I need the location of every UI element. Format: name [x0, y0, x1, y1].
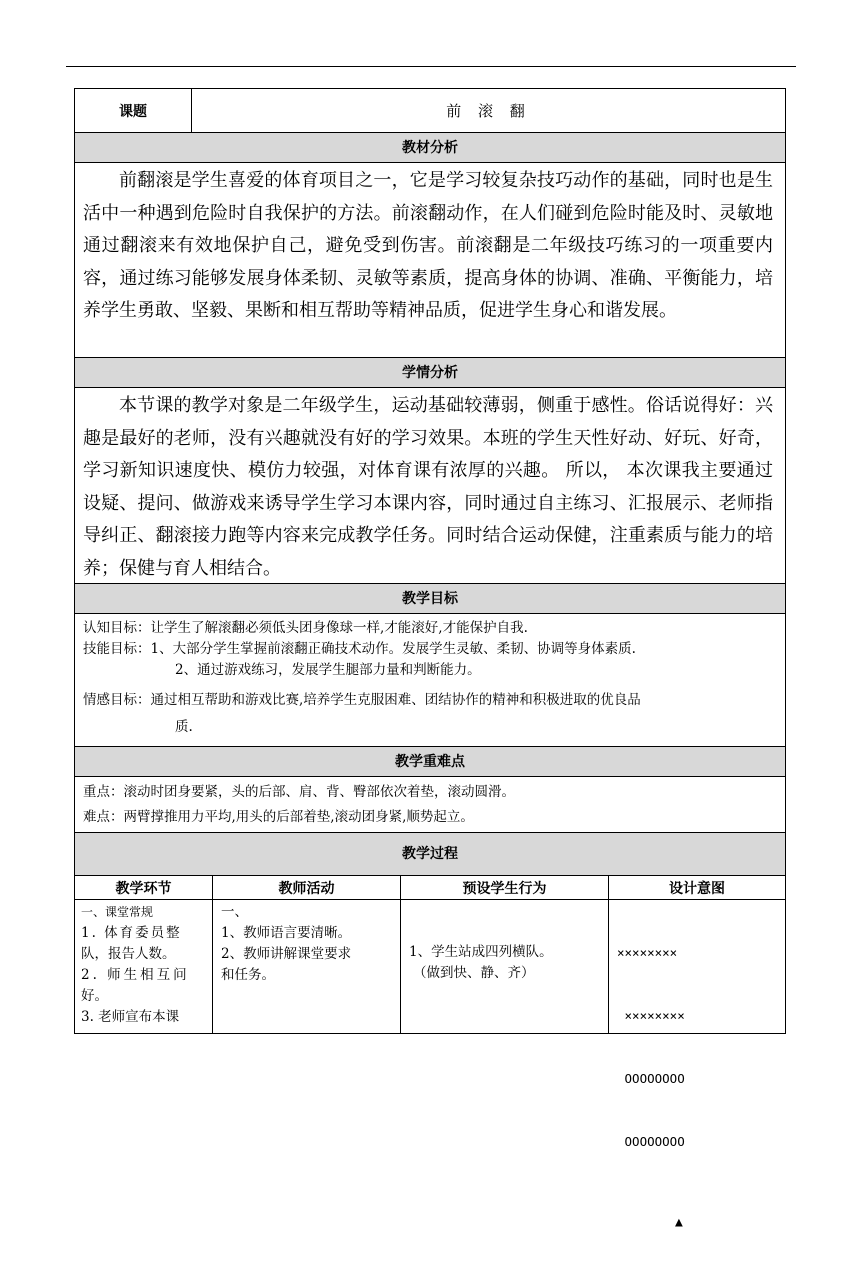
formation-row: OOOOOOOO [617, 1071, 685, 1086]
cell-line: 好。 [81, 988, 108, 1004]
teacher-activity-cell [213, 900, 401, 1033]
process-heading: 教学过程 [74, 833, 786, 876]
lesson-plan-table [74, 88, 786, 1230]
goal-skill-2: 2、通过游戏练习，发展学生腿部力量和判断能力。 [175, 662, 481, 678]
formation-row: OOOOOOOO [617, 1134, 685, 1149]
topic-value: 前 滚 翻 [446, 102, 531, 120]
cell-line: 和任务。 [221, 967, 275, 983]
goal-emotion-2: 质. [175, 719, 193, 735]
column-header: 设计意图 [669, 880, 725, 897]
column-header: 教学环节 [75, 876, 213, 899]
formation-row: ×××××××× [617, 1008, 685, 1023]
cell-line: 2. 师生相互问 [81, 967, 190, 983]
process-column-headers [74, 876, 786, 900]
analysis-heading: 教材分析 [74, 133, 786, 163]
key-point: 重点：滚动时团身要紧，头的后部、肩、背、臀部依次着垫，滚动圆滑。 [83, 784, 515, 800]
cell-line: 一、课堂常规 [81, 905, 154, 919]
header-rule [66, 66, 796, 67]
cell-line: 1. 体育委员整 [81, 925, 182, 941]
cell-line: 2、教师讲解课堂要求 [221, 946, 352, 962]
students-heading: 学情分析 [74, 358, 786, 388]
cell-line: 1、教师语言要清晰。 [221, 925, 352, 941]
student-behavior-cell [401, 900, 609, 1033]
difficult-point: 难点：两臂撑推用力平均,用头的后部着垫,滚动团身紧,顺势起立。 [83, 809, 474, 825]
students-text: 本节课的教学对象是二年级学生，运动基础较薄弱，侧重于感性。俗话说得好：兴趣是最好的老师，没有兴趣就没有好的学习效果。本班的学生天性好动、好玩、好奇，学习新知识速度快、模仿力较强，对体育课有浓厚的兴趣。 所以， 本次课我主要通过设疑、提问、做游戏来诱导学生学习本课内容，同时通过自主练习、汇报展示、老师指导纠正、翻滚接力跑等内容来完成教学任务。同时结合运动保健，注重素质与能力的培养；保健与育人相结合。 [74, 388, 786, 584]
cell-line: 3. 老师宣布本课 [81, 1009, 180, 1025]
keypoints-body [74, 777, 786, 833]
formation-row: ×××××××× [617, 945, 678, 960]
column-header: 教师活动 [213, 876, 401, 899]
goal-cognitive: 认知目标：让学生了解滚翻必须低头团身像球一样,才能滚好,才能保护自我. [83, 620, 528, 636]
teacher-position-icon: ▲ [675, 1215, 683, 1230]
cell-line: （做到快、静、齐） [413, 965, 535, 981]
topic-row [74, 88, 786, 133]
goals-body [74, 614, 786, 747]
goals-heading: 教学目标 [74, 584, 786, 614]
keypoints-heading: 教学重难点 [74, 747, 786, 777]
goal-emotion-1: 情感目标：通过相互帮助和游戏比赛,培养学生克服困难、团结协作的精神和积极进取的优良品 [83, 692, 641, 708]
topic-label: 课题 [75, 89, 192, 132]
cell-line: 一、 [221, 904, 248, 920]
column-header: 预设学生行为 [401, 876, 609, 899]
process-stage-cell [75, 900, 213, 1033]
process-row [74, 900, 786, 1230]
design-intent-cell [609, 900, 785, 1230]
goal-skill-1: 技能目标：1、大部分学生掌握前滚翻正确技术动作。发展学生灵敏、柔韧、协调等身体素质. [83, 641, 636, 657]
cell-line: 1、学生站成四列横队。 [409, 944, 553, 960]
cell-line: 队，报告人数。 [81, 946, 176, 962]
analysis-text: 前翻滚是学生喜爱的体育项目之一，它是学习较复杂技巧动作的基础，同时也是生活中一种遇到危险时自我保护的方法。前滚翻动作，在人们碰到危险时能及时、灵敏地通过翻滚来有效地保护自己，避免受到伤害。前滚翻是二年级技巧练习的一项重要内容，通过练习能够发展身体柔韧、灵敏等素质，提高身体的协调、准确、平衡能力，培养学生勇敢、坚毅、果断和相互帮助等精神品质，促进学生身心和谐发展。 [74, 163, 786, 358]
